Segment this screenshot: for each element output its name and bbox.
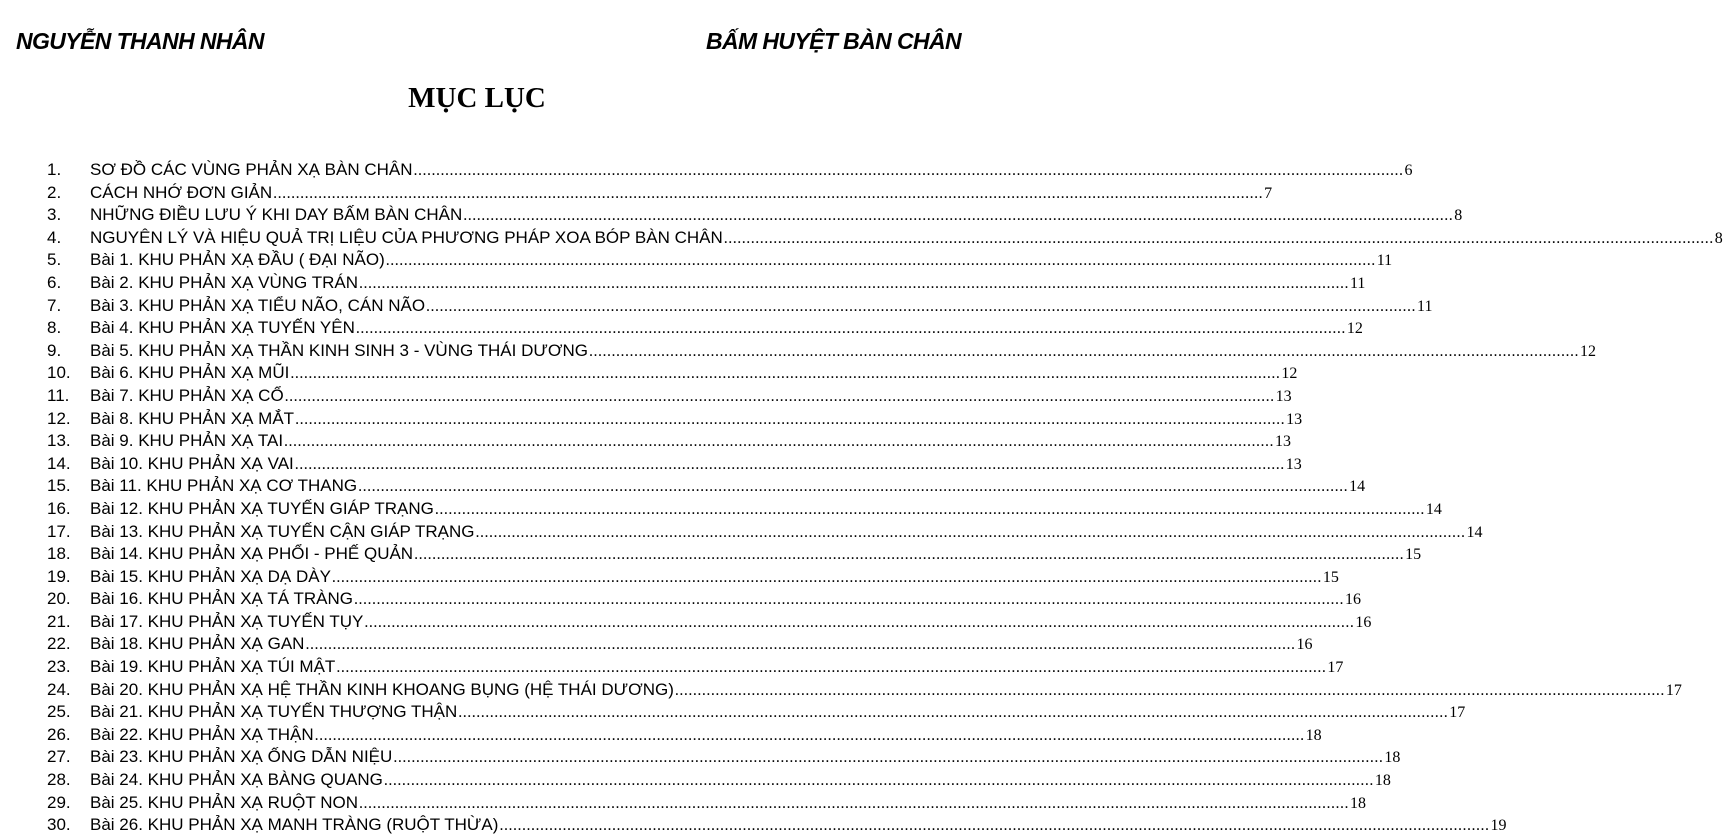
dot-leader: ............................................................................................................................................................................................................................ [499,817,1490,835]
toc-entry-page: 16 [1296,636,1313,654]
toc-entry-page: 13 [1285,455,1302,473]
dot-leader: ............................................................................................................................................................................................................................ [358,478,1349,496]
toc-entry-number: 14. [47,453,71,473]
toc-entry-title: Bài 13. KHU PHẢN XẠ TUYẾN CẬN GIÁP TRẠNG [90,521,475,541]
toc-entry-page: 11 [1376,252,1393,270]
toc-entry-title: Bài 19. KHU PHẢN XẠ TÚI MẬT [90,657,336,677]
toc-entry[interactable] [47,679,1682,702]
toc-entry-page: 15 [1405,546,1422,564]
toc-entry-page: 15 [1322,568,1339,586]
toc-entry-title: Bài 26. KHU PHẢN XẠ MANH TRÀNG (RUỘT THỪA) [90,815,499,835]
toc-entry-page: 7 [1264,184,1273,202]
toc-entry-title: Bài 14. KHU PHẢN XẠ PHỔI - PHẾ QUẢN [90,544,414,564]
toc-entry[interactable] [47,588,1361,611]
toc-entry-number: 24. [47,679,71,699]
toc-entry-number: 27. [47,747,71,767]
dot-leader: ............................................................................................................................................................................................................................ [358,274,1349,292]
toc-entry[interactable] [47,408,1303,431]
toc-entry[interactable] [47,724,1322,747]
dot-leader: ............................................................................................................................................................................................................................ [295,410,1286,428]
toc-entry-number: 6. [47,272,62,292]
toc-entry[interactable] [47,295,1433,318]
dot-leader: ............................................................................................................................................................................................................................ [458,704,1449,722]
toc-entry-page: 6 [1404,162,1413,179]
toc-entry[interactable] [47,453,1302,476]
toc-entry-page: 12 [1346,320,1363,338]
toc-entry-title: Bài 6. KHU PHẢN XẠ MŨI [90,363,290,383]
toc-entry-number: 7. [47,295,62,315]
toc-entry-number: 20. [47,589,71,609]
toc-entry-title: Bài 5. KHU PHẢN XẠ THẦN KINH SINH 3 - VÙNG THÁI DƯƠNG [90,340,588,360]
dot-leader: ............................................................................................................................................................................................................................ [723,229,1714,247]
toc-entry-title: Bài 4. KHU PHẢN XẠ TUYẾN YÊN [90,318,355,338]
toc-entry-page: 14 [1425,500,1442,518]
toc-entry[interactable] [47,227,1723,250]
toc-entry-title: Bài 21. KHU PHẢN XẠ TUYẾN THƯỢNG THẬN [90,702,458,722]
toc-entry-page: 16 [1344,591,1361,609]
toc-entry-number: 22. [47,634,71,654]
toc-entry-number: 17. [47,521,71,541]
toc-entry-page: 14 [1349,478,1366,496]
toc-entry-page: 8 [1454,207,1463,225]
toc-entry-title: SƠ ĐỒ CÁC VÙNG PHẢN XẠ BÀN CHÂN [90,160,413,179]
table-of-contents [47,159,1723,837]
dot-leader: ............................................................................................................................................................................................................................ [383,772,1374,790]
dot-leader: ............................................................................................................................................................................................................................ [426,297,1417,315]
toc-entry-title: Bài 8. KHU PHẢN XẠ MẮT [90,408,295,428]
toc-entry-title: Bài 1. KHU PHẢN XẠ ĐẦU ( ĐẠI NÃO) [90,250,385,270]
toc-entry[interactable] [47,249,1393,272]
dot-leader: ............................................................................................................................................................................................................................ [475,523,1466,541]
dot-leader: ............................................................................................................................................................................................................................ [393,749,1384,767]
toc-entry-number: 25. [47,702,71,722]
toc-entry-number: 3. [47,205,62,225]
dot-leader: ............................................................................................................................................................................................................................ [294,455,1285,473]
toc-entry-page: 11 [1349,274,1366,292]
toc-entry-page: 12 [1579,342,1596,360]
toc-entry[interactable] [47,746,1401,769]
dot-leader: ............................................................................................................................................................................................................................ [413,162,1404,179]
toc-entry-page: 18 [1349,794,1366,812]
toc-entry-page: 8 [1714,229,1723,247]
dot-leader: ............................................................................................................................................................................................................................ [385,252,1376,270]
toc-entry-number: 28. [47,770,71,790]
toc-entry[interactable] [47,792,1366,815]
dot-leader: ............................................................................................................................................................................................................................ [290,365,1281,383]
toc-entry-number: 12. [47,408,71,428]
toc-entry-page: 17 [1449,704,1466,722]
toc-entry-number: 2. [47,182,62,202]
toc-entry-number: 21. [47,611,71,631]
toc-entry-number: 16. [47,498,71,518]
dot-leader: ............................................................................................................................................................................................................................ [331,568,1322,586]
toc-entry-title: Bài 16. KHU PHẢN XẠ TÁ TRÀNG [90,589,353,609]
toc-entry[interactable] [47,430,1292,453]
toc-entry[interactable] [47,159,1413,182]
toc-entry-number: 30. [47,815,71,835]
toc-entry[interactable] [47,498,1442,521]
toc-entry[interactable] [47,566,1339,589]
toc-entry[interactable] [47,317,1363,340]
toc-entry-number: 1. [47,160,62,179]
dot-leader: ............................................................................................................................................................................................................................ [434,500,1425,518]
toc-entry-number: 23. [47,657,71,677]
toc-entry[interactable] [47,633,1313,656]
toc-entry-page: 18 [1305,726,1322,744]
toc-entry-title: Bài 24. KHU PHẢN XẠ BÀNG QUANG [90,770,383,790]
toc-entry-page: 17 [1327,659,1344,677]
dot-leader: ............................................................................................................................................................................................................................ [284,433,1275,451]
toc-entry-page: 14 [1466,523,1483,541]
toc-entry[interactable] [47,475,1366,498]
toc-entry-number: 11. [47,385,70,405]
toc-entry-title: NGUYÊN LÝ VÀ HIỆU QUẢ TRỊ LIỆU CỦA PHƯƠNG PHÁP XOA BÓP BÀN CHÂN [90,227,723,247]
dot-leader: ............................................................................................................................................................................................................................ [273,184,1264,202]
toc-entry-page: 19 [1490,817,1507,835]
toc-entry-title: Bài 10. KHU PHẢN XẠ VAI [90,453,294,473]
toc-entry-number: 10. [47,363,71,383]
toc-entry-page: 17 [1665,681,1682,699]
header-book-title: BẤM HUYỆT BÀN CHÂN [706,28,961,54]
dot-leader: ............................................................................................................................................................................................................................ [674,681,1665,699]
toc-entry-title: Bài 12. KHU PHẢN XẠ TUYẾN GIÁP TRẠNG [90,498,434,518]
toc-entry-title: Bài 15. KHU PHẢN XẠ DẠ DÀY [90,566,331,586]
toc-entry-title: CÁCH NHỚ ĐƠN GIẢN [90,182,273,202]
toc-entry[interactable] [47,340,1596,363]
toc-entry-number: 18. [47,544,71,564]
toc-entry-title: Bài 9. KHU PHẢN XẠ TAI [90,431,284,451]
toc-entry-title: Bài 3. KHU PHẢN XẠ TIỂU NÃO, CÁN NÃO [90,295,426,315]
toc-entry-title: Bài 2. KHU PHẢN XẠ VÙNG TRÁN [90,272,358,292]
toc-entry-number: 4. [47,227,62,247]
toc-entry[interactable] [47,362,1298,385]
toc-entry-number: 15. [47,476,71,496]
toc-entry-number: 5. [47,250,62,270]
toc-entry[interactable] [47,272,1366,295]
toc-entry-number: 19. [47,566,71,586]
dot-leader: ............................................................................................................................................................................................................................ [414,546,1405,564]
toc-entry-title: Bài 7. KHU PHẢN XẠ CỔ [90,385,284,405]
dot-leader: ............................................................................................................................................................................................................................ [463,207,1454,225]
dot-leader: ............................................................................................................................................................................................................................ [358,794,1349,812]
toc-entry-page: 13 [1275,387,1292,405]
toc-entry[interactable] [47,182,1273,205]
dot-leader: ............................................................................................................................................................................................................................ [336,659,1327,677]
toc-entry[interactable] [47,814,1507,837]
toc-entry[interactable] [47,543,1422,566]
dot-leader: ............................................................................................................................................................................................................................ [353,591,1344,609]
toc-entry-number: 9. [47,340,62,360]
toc-entry[interactable] [47,204,1463,227]
toc-entry-page: 13 [1286,410,1303,428]
header-author: NGUYỄN THANH NHÂN [16,28,264,54]
toc-entry-title: Bài 23. KHU PHẢN XẠ ỐNG DẪN NIỆU [90,747,393,767]
toc-entry-page: 18 [1374,772,1391,790]
toc-entry-title: Bài 25. KHU PHẢN XẠ RUỘT NON [90,792,358,812]
dot-leader: ............................................................................................................................................................................................................................ [364,613,1355,631]
toc-entry-number: 13. [47,431,71,451]
toc-entry[interactable] [47,521,1483,544]
toc-entry-page: 16 [1355,613,1372,631]
toc-entry[interactable] [47,611,1372,634]
toc-entry-title: Bài 17. KHU PHẢN XẠ TUYẾN TỤY [90,611,364,631]
dot-leader: ............................................................................................................................................................................................................................ [588,342,1579,360]
dot-leader: ............................................................................................................................................................................................................................ [284,387,1275,405]
toc-entry[interactable] [47,769,1391,792]
toc-entry-title: Bài 18. KHU PHẢN XẠ GAN [90,634,305,654]
toc-entry[interactable] [47,701,1466,724]
toc-entry-title: Bài 11. KHU PHẢN XẠ CƠ THANG [90,476,358,496]
dot-leader: ............................................................................................................................................................................................................................ [355,320,1346,338]
toc-entry-page: 12 [1281,365,1298,383]
toc-entry-page: 11 [1417,297,1433,315]
toc-entry-page: 13 [1275,433,1292,451]
toc-entry[interactable] [47,385,1292,408]
dot-leader: ............................................................................................................................................................................................................................ [305,636,1296,654]
page-title: MỤC LỤC [408,82,546,114]
toc-entry-title: Bài 20. KHU PHẢN XẠ HỆ THẦN KINH KHOANG BỤNG (HỆ THÁI DƯƠNG) [90,679,674,699]
dot-leader: ............................................................................................................................................................................................................................ [314,726,1305,744]
toc-entry-number: 8. [47,318,62,338]
toc-entry-page: 18 [1384,749,1401,767]
toc-entry-number: 26. [47,724,71,744]
toc-entry[interactable] [47,656,1344,679]
toc-entry-title: NHỮNG ĐIỀU LƯU Ý KHI DAY BẤM BÀN CHÂN [90,205,463,225]
toc-entry-number: 29. [47,792,71,812]
toc-entry-title: Bài 22. KHU PHẢN XẠ THẬN [90,724,314,744]
